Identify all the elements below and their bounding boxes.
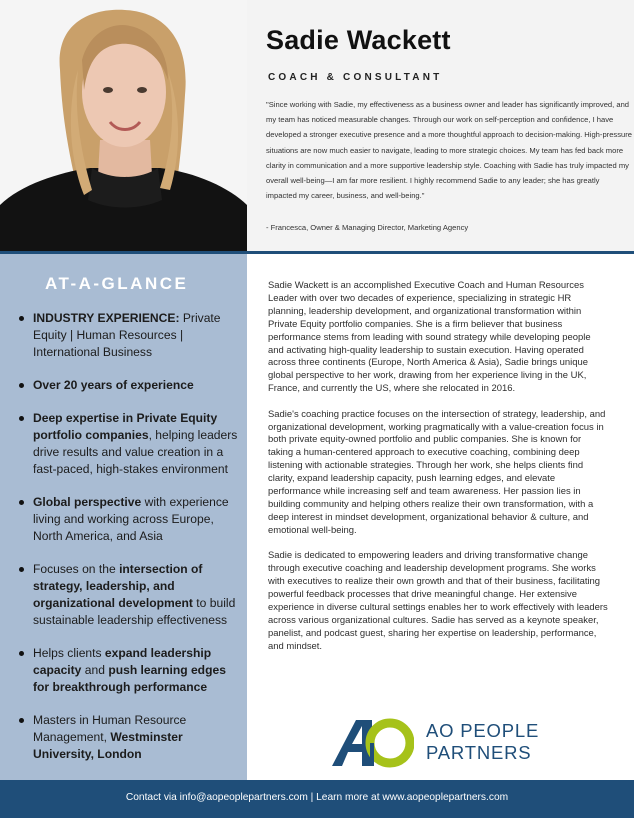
person-name: Sadie Wackett (266, 25, 451, 55)
bio-paragraph: Sadie Wackett is an accomplished Executive Coach and Human Resources Leader with over two decades of experience, specializing in strategic HR planning, leadership development, and organizational transformation within Private Equity portfolio companies. She is a firm believer that business performance stems from leading with sound strategy while developing people and activating high-quality leadership to sustain execution. Having operated across three continents (Europe, North America & Asia), Sadie brings unique global perspective to her work, drawing from her experience living in the UK, France, and currently the US, where she relocated in 2016. (268, 280, 591, 395)
person-title: COACH & CONSULTANT (268, 72, 443, 83)
profile-photo (0, 0, 247, 252)
glance-item-focus (16, 561, 241, 629)
glance-item-education (16, 712, 241, 763)
glance-item-text: Focuses on the (33, 562, 120, 576)
glance-item-text: Helps clients (33, 646, 105, 660)
glance-item-bold: push learning edges for breakthrough performance (33, 663, 226, 694)
glance-item-text: Private Equity | Human Resources | International Business (33, 311, 221, 359)
ao-logo-icon (330, 718, 414, 768)
glance-item-bold: intersection of strategy, leadership, and organizational development (33, 562, 203, 610)
sidebar-heading: AT-A-GLANCE (45, 274, 189, 293)
glance-item-bold: Global perspective (33, 495, 142, 509)
testimonial-attribution: - Francesca, Owner & Managing Director, Marketing Agency (266, 223, 469, 232)
glance-item-industry (16, 310, 241, 361)
glance-item-bold: Westminster University, London (33, 730, 183, 761)
glance-item-bold: expand leadership capacity (33, 646, 212, 677)
glance-item-text: Masters in Human Resource Management, (33, 713, 187, 744)
glance-item-experience (16, 377, 241, 394)
bio-paragraph: Sadie is dedicated to empowering leaders and driving transformative change through executive coaching and leadership development programs. She works with executives to realize their own growth and that of their business, facilitating powerful feedback processes that drive meaningful change. Her extensive experience in diverse cultural settings enables her to work effectively with leaders across various organizational cultures. Sadie has served as a keynote speaker, panelist, and podcast guest, sharing her expertise on leadership, performance, and mindset. (268, 550, 608, 652)
glance-item-bold: Deep expertise in Private Equity portfolio companies (33, 411, 218, 442)
brand-name (426, 720, 539, 764)
glance-item-text: , helping leaders drive results and value creation in a fast-paced, high-stakes environment (33, 428, 238, 476)
testimonial-quote: "Since working with Sadie, my effectiveness as a business owner and leader has significantly improved, and my team has noticed measurable changes. Through our work on self-perception and confidence, I have developed a stronger executive presence and a more thoughtful approach to decision-making. High-pressure situations are now much easier to navigate, leading to more strategic choices. My team has fed back more clarity in communication and a more supportive leadership style. Coaching with Sadie has truly impacted my overall well-being—I am far more resilient. I highly recommend Sadie to any leader; she has greatly impacted my career, business, and well-being." (266, 100, 632, 201)
brand-line-2: PARTNERS (426, 742, 532, 763)
glance-item-text: and (81, 663, 109, 677)
footer (0, 780, 634, 818)
biography (268, 280, 608, 666)
glance-item-text: to build sustainable leadership effectiveness (33, 596, 236, 627)
glance-item-expertise (16, 410, 241, 478)
at-a-glance-sidebar (0, 254, 247, 780)
portrait-image (0, 0, 247, 252)
glance-item-text: with experience living and working across Europe, North America, and Asia (33, 495, 229, 543)
brand-line-1: AO PEOPLE (426, 720, 540, 741)
glance-item-capacity (16, 645, 241, 696)
bio-paragraph: Sadie's coaching practice focuses on the intersection of strategy, leadership, and organizational development, working pragmatically with a value-creation focus in both private equity-owned portfolio and public companies. She is known for taking a human-centered approach to executive coaching, combining deep listening with actionable strategies. Through her work, she helps clients find clarity, expand leadership capacity, push learning edges, and elevate performance while increasing self and team awareness. Her passion lies in building community and helping others realize their own transformation, with a deep interest in mindset development, organizational behavior & culture, and emotional well-being. (268, 408, 606, 536)
glance-item-bold: INDUSTRY EXPERIENCE: (33, 311, 180, 325)
glance-item-global (16, 494, 241, 545)
glance-item-bold: Over 20 years of experience (33, 378, 194, 392)
glance-list (16, 310, 241, 779)
header-section (0, 0, 634, 252)
footer-contact-text: Contact via info@aopeoplepartners.com | Learn more at www.aopeoplepartners.com (125, 792, 509, 803)
